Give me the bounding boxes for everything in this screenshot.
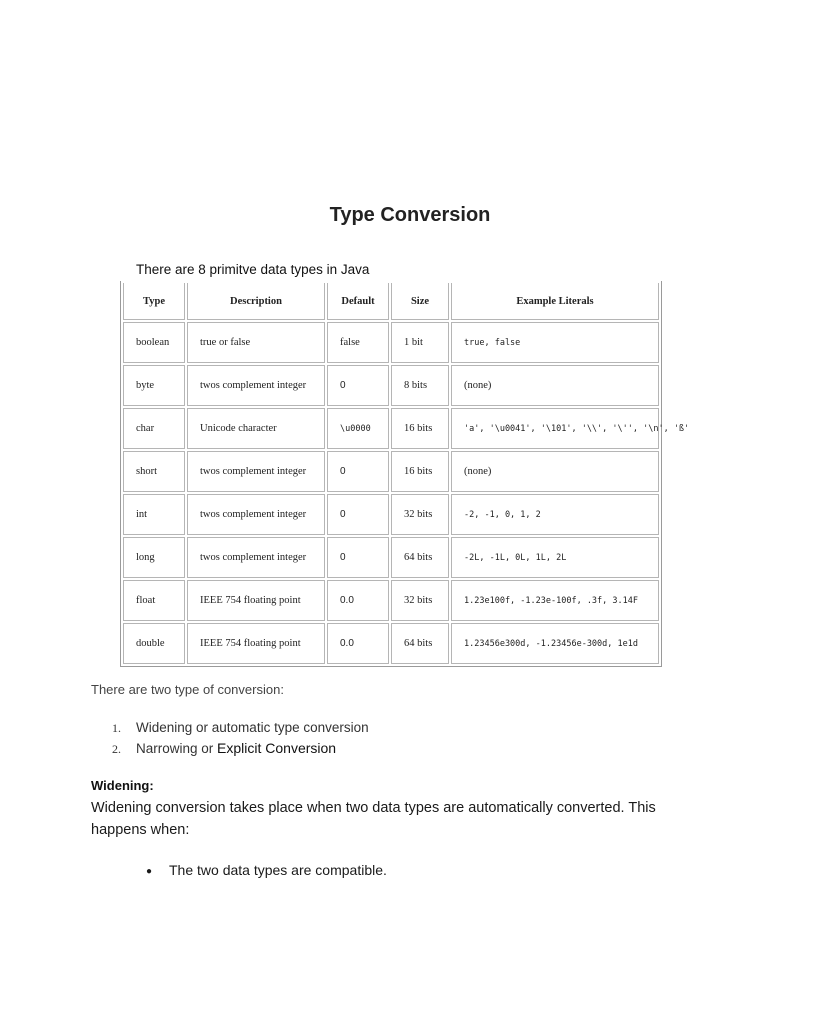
default-cell: 0.0	[327, 623, 389, 664]
widening-heading: Widening:	[91, 778, 154, 793]
description-cell: IEEE 754 floating point	[187, 580, 325, 621]
description-cell: true or false	[187, 322, 325, 363]
list-item	[146, 859, 387, 881]
example-cell: 1.23e100f, -1.23e-100f, .3f, 3.14F	[451, 580, 659, 621]
list-item	[112, 738, 369, 759]
default-cell: 0	[327, 451, 389, 492]
size-cell: 16 bits	[391, 451, 449, 492]
type-cell: byte	[123, 365, 185, 406]
list-item	[112, 717, 369, 738]
page-title: Type Conversion	[329, 204, 491, 226]
table-header-row	[123, 283, 659, 320]
example-cell: 'a', '\u0041', '\101', '\\', '\'', '\n', 'ß'	[451, 408, 659, 449]
list-item-label: Widening or automatic type conversion	[136, 720, 369, 735]
table-header-cell: Type	[123, 283, 185, 320]
conversion-intro: There are two type of conversion:	[91, 682, 284, 697]
type-cell: long	[123, 537, 185, 578]
list-item-label: Narrowing or	[136, 741, 218, 756]
table-row	[123, 580, 659, 621]
size-cell: 32 bits	[391, 494, 449, 535]
list-number: 2.	[112, 742, 121, 756]
size-cell: 16 bits	[391, 408, 449, 449]
type-cell: boolean	[123, 322, 185, 363]
table-row	[123, 494, 659, 535]
size-cell: 64 bits	[391, 623, 449, 664]
default-cell: \u0000	[327, 408, 389, 449]
type-cell: double	[123, 623, 185, 664]
table-row	[123, 408, 659, 449]
size-cell: 1 bit	[391, 322, 449, 363]
list-item-emphasis: Explicit Conversion	[217, 740, 337, 756]
table-header-cell: Default	[327, 283, 389, 320]
type-cell: char	[123, 408, 185, 449]
widening-conditions-list	[146, 859, 387, 881]
table-header-cell: Size	[391, 283, 449, 320]
default-cell: false	[327, 322, 389, 363]
size-cell: 64 bits	[391, 537, 449, 578]
table-row	[123, 537, 659, 578]
table-row	[123, 365, 659, 406]
table-caption: There are 8 primitve data types in Java	[136, 262, 370, 277]
table-header-cell: Example Literals	[451, 283, 659, 320]
table-header-cell: Description	[187, 283, 325, 320]
type-cell: short	[123, 451, 185, 492]
type-cell: float	[123, 580, 185, 621]
size-cell: 32 bits	[391, 580, 449, 621]
description-cell: twos complement integer	[187, 537, 325, 578]
default-cell: 0	[327, 537, 389, 578]
description-cell: twos complement integer	[187, 451, 325, 492]
default-cell: 0.0	[327, 580, 389, 621]
data-types-table-frame	[120, 281, 690, 667]
table-row	[123, 623, 659, 664]
description-cell: twos complement integer	[187, 365, 325, 406]
default-cell: 0	[327, 494, 389, 535]
description-cell: twos complement integer	[187, 494, 325, 535]
size-cell: 8 bits	[391, 365, 449, 406]
type-cell: int	[123, 494, 185, 535]
default-cell: 0	[327, 365, 389, 406]
list-number: 1.	[112, 721, 121, 735]
table-row	[123, 322, 659, 363]
description-cell: Unicode character	[187, 408, 325, 449]
example-cell: -2, -1, 0, 1, 2	[451, 494, 659, 535]
example-cell: true, false	[451, 322, 659, 363]
example-cell: (none)	[451, 451, 659, 492]
conversion-types-list	[112, 717, 369, 759]
list-item-label: The two data types are compatible.	[169, 862, 387, 878]
table-row	[123, 451, 659, 492]
data-types-table	[121, 281, 690, 666]
example-cell: (none)	[451, 365, 659, 406]
widening-paragraph: Widening conversion takes place when two data types are automatically converted. This happens when:	[91, 800, 656, 838]
example-cell: 1.23456e300d, -1.23456e-300d, 1e1d	[451, 623, 659, 664]
description-cell: IEEE 754 floating point	[187, 623, 325, 664]
example-cell: -2L, -1L, 0L, 1L, 2L	[451, 537, 659, 578]
bullet-icon: ●	[146, 866, 153, 877]
